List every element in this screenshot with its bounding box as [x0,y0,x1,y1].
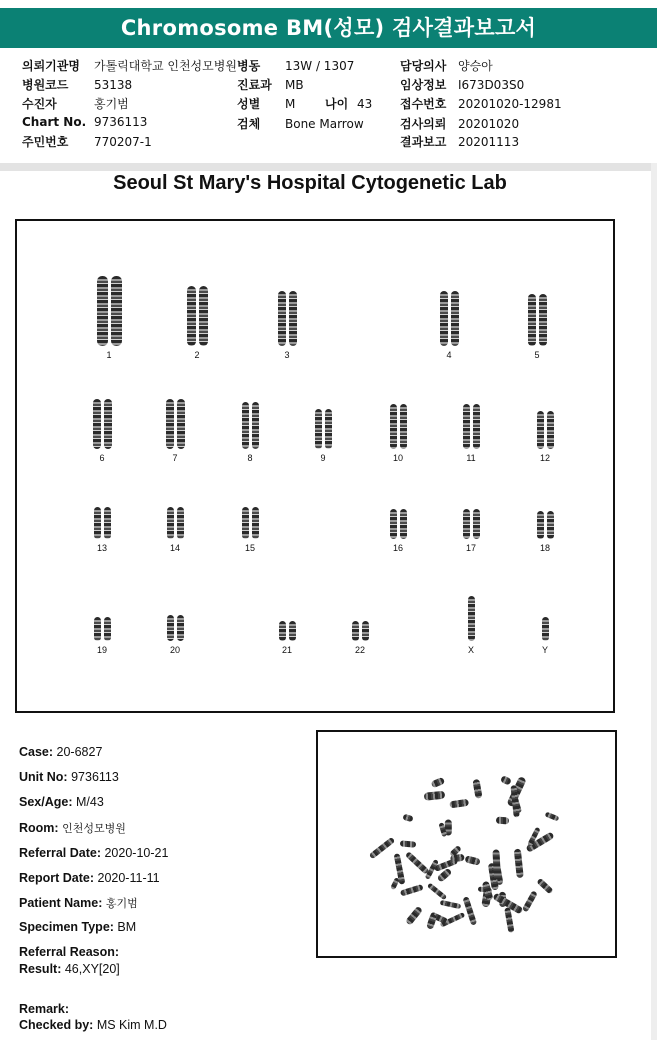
chromatid [104,617,111,641]
field-report-date [400,133,519,150]
chromatid [187,286,196,346]
chromosome-label: 1 [106,350,112,360]
chromosome-label: 14 [169,543,180,553]
field-value: Bone Marrow [285,117,364,131]
field-value: MB [285,78,304,92]
metaphase-chromosome [440,900,461,909]
chromosome-label: 18 [539,543,550,553]
chromosome-4 [426,291,472,360]
field-label: 수진자 [22,97,57,111]
chromosome-pair [522,617,568,641]
chromatid [104,399,112,449]
report-title: Chromosome BM(성모) 검사결과보고서 [0,8,657,48]
field-label: 주민번호 [22,135,69,149]
chromosome-label: 2 [194,350,200,360]
info-value: MS Kim M.D [96,1018,167,1032]
field-label: 나이 [325,97,349,111]
info-value: BM [117,920,137,934]
chromosome-15 [227,507,273,553]
chromosome-label: 16 [392,543,403,553]
unit-no-field [19,770,119,784]
chromosome-7 [152,399,198,463]
info-label: Remark: [19,1002,70,1016]
chromatid [111,276,122,346]
chromatid [97,276,108,346]
metaphase-chromosome [536,877,553,894]
chromosome-21 [264,621,310,655]
chromosome-label: 4 [446,350,452,360]
chromosome-10 [375,404,421,463]
field-label: 임상정보 [400,78,447,92]
chromatid [390,404,397,449]
checked-by-field [19,1018,167,1032]
chromatid [537,411,544,449]
metaphase-chromosome [496,817,509,825]
metaphase-chromosome [405,906,423,926]
info-value: 홍기범 [105,898,138,910]
chromosome-12 [522,411,568,463]
metaphase-chromosome [450,854,465,862]
metaphase-chromosome [404,851,429,875]
chromosome-label: 6 [99,453,105,463]
chromosome-label: 8 [247,453,253,463]
info-label: Result: [19,962,62,976]
chromatid [94,617,101,641]
field-label: 결과보고 [400,135,447,149]
metaphase-chromosome [430,777,445,789]
metaphase-chromosome [544,811,559,821]
chromatid [463,404,470,449]
chromatid [177,615,184,641]
chromosome-label: 22 [354,645,365,655]
field-ward [237,57,354,74]
chromatid [390,509,397,539]
chromatid [451,291,459,346]
chromatid [104,507,111,539]
field-label: 성별 [237,97,261,111]
chromatid [315,409,322,449]
chromosome-Y [522,617,568,655]
chromatid [473,509,480,539]
field-request-date [400,115,519,132]
field-value: 가톨릭대학교 인천성모병원 [94,59,237,73]
section-divider [0,163,657,171]
info-value: 46,XY[20] [64,962,120,976]
field-label: 의뢰기관명 [22,59,80,73]
info-label: Referral Date: [19,846,101,860]
chromosome-label: 9 [320,453,326,463]
field-value: M [285,97,296,111]
chromosome-pair [375,404,421,449]
metaphase-chromosome [464,856,480,867]
field-label: 담당의사 [400,59,447,73]
chromosome-label: 17 [465,543,476,553]
chromatid [362,621,369,641]
info-label: Case: [19,745,54,759]
metaphase-chromosome [399,840,415,848]
karyogram [15,219,615,713]
field-value: 43 [357,97,373,111]
chromosome-label: 5 [534,350,540,360]
chromosome-pair [426,291,472,346]
metaphase-chromosome [402,814,413,823]
report-date-field [19,871,160,885]
chromosome-pair [522,511,568,539]
chromosome-9 [300,409,346,463]
chromatid [278,291,286,346]
chromosome-2 [174,286,220,360]
metaphase-chromosome [426,914,438,931]
chromatid [542,617,549,641]
metaphase-chromosome [504,907,514,932]
chromosome-label: 11 [466,453,476,463]
chromosome-label: 20 [169,645,180,655]
field-sex [237,95,372,112]
chromosome-3 [264,291,310,360]
field-value: 양승아 [458,59,493,73]
metaphase-chromosome [423,791,445,801]
chromatid [547,511,554,539]
chromatid [400,509,407,539]
chromosome-pair [448,509,494,539]
metaphase-image [316,730,617,958]
chromosome-pair [514,294,560,346]
field-value: 20201020-12981 [458,97,562,111]
chromatid [468,596,475,641]
metaphase-chromosome [500,775,512,786]
referral-date-field [19,846,168,860]
chromosome-label: Y [541,645,548,655]
info-label: Report Date: [19,871,95,885]
info-value: 인천성모병원 [62,823,126,835]
result-field [19,962,120,976]
patient-name-field [19,895,138,911]
field-value: 13W / 1307 [285,59,355,73]
info-value: 20-6827 [56,745,103,759]
field-patient [22,95,129,112]
info-label: Checked by: [19,1018,94,1032]
field-value: 9736113 [94,115,148,129]
field-value: 53138 [94,78,133,92]
field-value: I673D03S0 [458,78,525,92]
chromatid [352,621,359,641]
chromatid [252,402,259,449]
info-label: Sex/Age: [19,795,73,809]
chromatid [166,399,174,449]
metaphase-chromosome [368,836,395,859]
chromatid [252,507,259,539]
info-label: Referral Reason: [19,945,120,959]
chromosome-label: 12 [539,453,550,463]
chromosome-pair [264,291,310,346]
room-field [19,820,126,836]
chromosome-label: 3 [284,350,290,360]
chromatid [539,294,547,346]
chromosome-pair [86,276,132,346]
chromosome-pair [152,399,198,449]
chromosome-11 [448,404,494,463]
field-label: 검사의뢰 [400,117,447,131]
chromosome-pair [300,409,346,449]
field-label: 진료과 [237,78,272,92]
sex-age-field [19,795,104,809]
chromosome-pair [227,402,273,449]
field-institution [22,57,237,74]
info-value: M/43 [75,795,104,809]
chromatid [289,291,297,346]
info-label: Patient Name: [19,896,103,910]
field-label: Chart No. [22,115,87,129]
metaphase-chromosome [462,897,477,927]
referral-reason-field [19,945,119,959]
chromosome-19 [79,617,125,655]
chromosome-pair [375,509,421,539]
chromosome-pair [448,404,494,449]
chromosome-label: 15 [244,543,255,553]
chromosome-17 [448,509,494,553]
chromosome-label: 13 [96,543,107,553]
chromosome-8 [227,402,273,463]
field-doctor [400,57,493,74]
field-resident-no [22,133,152,150]
chromatid [177,507,184,539]
chromosome-18 [522,511,568,553]
field-department [237,76,304,93]
page-edge [651,163,657,1040]
chromatid [93,399,101,449]
remark-field [19,1002,69,1016]
field-label: 병원코드 [22,78,69,92]
chromatid [547,411,554,449]
chromosome-pair [174,286,220,346]
field-value: 20201113 [458,135,520,149]
info-label: Unit No: [19,770,68,784]
chromosome-label: X [467,645,474,655]
chromosome-pair [448,596,494,641]
specimen-type-field [19,920,136,934]
field-value: 20201020 [458,117,520,131]
chromosome-pair [337,621,383,641]
chromosome-6 [79,399,125,463]
chromosome-13 [79,507,125,553]
chromatid [537,511,544,539]
chromatid [400,404,407,449]
chromatid [199,286,208,346]
chromatid [440,291,448,346]
chromatid [279,621,286,641]
lab-title: Seoul St Mary's Hospital Cytogenetic Lab [113,172,507,194]
chromosome-label: 7 [172,453,178,463]
chromosome-pair [79,399,125,449]
field-value: 홍기범 [94,97,129,111]
chromosome-1 [86,276,132,360]
chromatid [177,399,185,449]
field-label: 검체 [237,117,261,131]
chromosome-label: 10 [392,453,403,463]
field-clinical-info [400,76,524,93]
field-label: 접수번호 [400,97,447,111]
chromatid [473,404,480,449]
info-label: Room: [19,821,59,835]
chromatid [289,621,296,641]
metaphase-chromosome [400,883,424,896]
info-value: 2020-10-21 [104,846,169,860]
chromosome-label: 21 [281,645,292,655]
chromatid [167,615,174,641]
field-chart-no [22,115,147,129]
chromosome-16 [375,509,421,553]
field-label: 병동 [237,59,261,73]
metaphase-chromosome [514,848,524,878]
info-label: Specimen Type: [19,920,114,934]
chromosome-14 [152,507,198,553]
field-accession-no [400,95,562,112]
metaphase-chromosome [522,890,538,912]
chromosome-pair [264,621,310,641]
chromosome-pair [79,617,125,641]
chromatid [463,509,470,539]
chromosome-20 [152,615,198,655]
chromosome-5 [514,294,560,360]
metaphase-chromosome [449,799,468,809]
field-hospital-code [22,76,132,93]
chromosome-pair [227,507,273,539]
chromosome-22 [337,621,383,655]
chromosome-pair [522,411,568,449]
chromosome-pair [79,507,125,539]
chromosome-pair [152,507,198,539]
info-value: 9736113 [71,770,119,784]
chromosome-label: 19 [96,645,107,655]
metaphase-chromosome [427,883,447,901]
field-value: 770207-1 [94,135,152,149]
case-field [19,745,102,759]
chromosome-X [448,596,494,655]
chromatid [528,294,536,346]
metaphase-chromosome [493,849,501,879]
chromatid [325,409,332,449]
metaphase-chromosome [472,779,482,799]
info-value: 2020-11-11 [97,871,160,885]
chromatid [242,402,249,449]
field-specimen [237,115,364,132]
chromatid [242,507,249,539]
chromosome-pair [152,615,198,641]
chromatid [94,507,101,539]
chromatid [167,507,174,539]
